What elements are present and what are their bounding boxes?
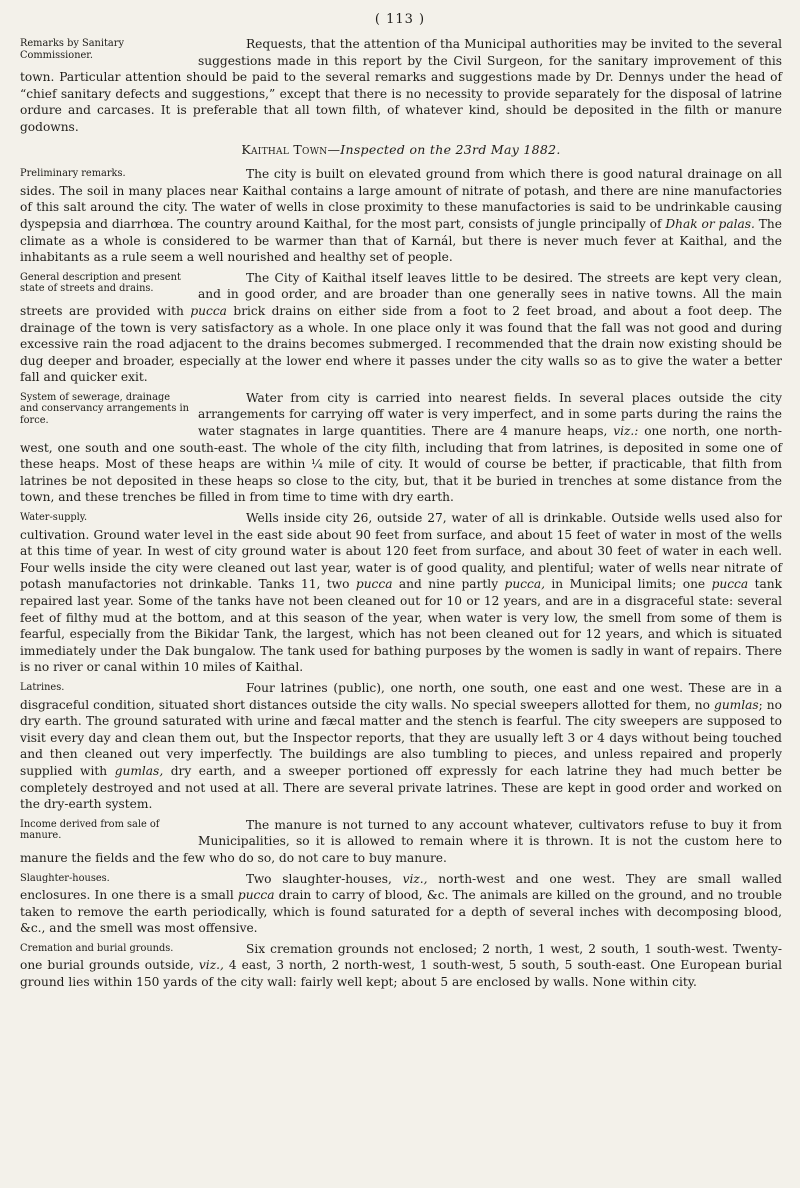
paragraph-italic: pucca [190,303,227,318]
paragraph-text: tank repaired last year. Some of the tanks have not been cleaned out for 10 or 12 years, and are in a disgraceful state: several feet of filthy mud at the bottom, and at this season of the year, when water is very low, the smell from some of them is fearful, especially from the Bikidar Tank, the largest, which has not been cleaned out for 12 years, and which is situated immediately under the Dak bungalow. The tank used for bathing purposes by the women is sadly in want of repairs. There is no river or canal within 10 miles of Kaithal. [20,577,782,675]
paragraph-italic: Dhak or palas. [665,216,755,231]
paragraph-slaughter-houses [20,871,782,937]
paragraph-text: The climate as a whole is considered to be warmer than that of Karnál, but there is never much fever at Kaithal, and the inhabitants as a rule seem a well nourished and healthy set of people. [20,216,782,265]
margin-note-commissioner: Remarks by Sanitary Commissioner. [20,38,124,61]
paragraph-text: Requests, that the attention of tha Municipal authorities may be invited to the several suggestions made in this report by the Civil Surgeon, for the sanitary improvement of this town. Particular attention should be paid to the several remarks and suggestions made by Dr. Dennys under the head of “chief sanitary defects and suggestions,” except that there is no necessity to provide separately for the disposal of latrine ordure and carcases. It is preferable that all town filth, of whatever kind, should be deposited in the filth or manure godowns. [20,37,782,134]
paragraph-italic: pucca, [504,577,545,592]
section-heading [20,142,782,159]
paragraph-italic: pucca [237,888,275,903]
paragraph-text: 4 east, 3 north, 2 north-west, 1 south-west, 5 south, 5 south-east. One European burial ground lies within 150 yards of the city wall: fairly well kept; about 5 are enclosed by walls. None within city. [20,958,782,990]
paragraph-commissioner-remarks [20,36,782,136]
page-number: ( 113 ) [374,12,426,27]
margin-note-slaughter: Slaughter-houses. [20,872,110,884]
heading-subtitle: Inspected on the 23rd May 1882. [340,141,561,157]
paragraph-manure-income [20,817,782,867]
paragraph-latrines [20,680,782,813]
paragraph-text: one north, one north-west, one south and one south-east. The whole of the city filth, including that from latrines, is deposited in some one of these heaps. Most of these heaps are within ¼ mile of city. It would of course be better, if practicable, that filth from latrines be not deposited in these heaps so close to the city, but, that it be buried in trenches at some distance from the town, and these trenches be filled in from time to time with dry earth. [20,424,782,505]
paragraph-text: Water from city is carried into nearest fields. In several places outside the city arrangements for carrying off water is very imperfect, and in some parts during the rains the water stagnates in large quantities. There are 4 manure heaps, [198,390,782,439]
paragraph-text: Two slaughter-houses, [246,871,403,886]
paragraph-water-supply [20,510,782,676]
document-body [20,36,782,995]
heading-title: Kaithal Town— [241,141,341,157]
paragraph-text: The City of Kaithal itself leaves little to be desired. The streets are kept very clean, and in good order, and are broader than one generally sees in native towns. All the main streets are provided with [20,270,782,318]
paragraph-italic: gumlas [714,697,759,712]
paragraph-preliminary-remarks [20,166,782,266]
paragraph-italic: pucca [711,577,749,592]
margin-note-manure: Income derived from sale of manure. [20,818,160,842]
paragraph-text: dry earth, and a sweeper portioned off expressly for each latrine they had much better be completely destroyed and not used at all. There are several private latrines. These are kept in good order and worked on the dry-earth system. [20,763,782,812]
paragraph-cremation-burial [20,941,782,991]
paragraph-text: brick drains on either side from a foot to 2 feet broad, and about a foot deep. The drainage of the town is very satisfactory as a whole. In one place only it was found that the fall was not good and during excessive rain the road adjacent to the drains becomes submerged. I recommended that the drain now existing should be dug deeper and broader, especially at the lower end where it passes under the city walls so as to give the water a better fall and quicker exit. [20,303,782,385]
paragraph-text: The manure is not turned to any account whatever, cultivators refuse to buy it from Municipalities, so it is allowed to remain where it is thrown. It is not the custom here to manure the fields and the few who do so, do not care to buy manure. [20,817,782,865]
paragraph-italic: pucca [355,577,393,592]
margin-note-preliminary: Preliminary remarks. [20,168,126,180]
paragraph-text: in Municipal limits; one [544,577,712,592]
paragraph-text: north-west and one west. They are small walled enclosures. In one there is a small [20,871,782,903]
paragraph-italic: viz.: [613,424,639,439]
paragraph-text: ; no dry earth. The ground saturated with urine and fæcal matter and the stench is fearful. The city sweepers are supposed to visit every day and clean them out, but the Inspector reports, that they are usually left 3 or 4 days without being touched and then cleaned out very imperfectly. The buildings are also tumbling to pieces, and unless repaired and properly supplied with [20,697,782,778]
margin-note-sewerage: System of sewerage, drainage and conservancy arrangements in force. [20,391,189,427]
paragraph-text: and nine partly [392,577,505,592]
paragraph-italic: viz., [402,871,428,886]
paragraph-text: Four latrines (public), one north, one south, one east and one west. These are in a disgraceful condition, situated short distances outside the city walls. No special sweepers allotted for them, no [20,680,782,712]
paragraph-italic: gumlas, [114,763,164,778]
margin-note-streets: General description and present state of streets and drains. [20,271,181,295]
paragraph-text: drain to carry of blood, &c. The animals are killed on the ground, and no trouble taken to remove the earth periodically, which is found saturated for a depth of several inches with decomposing blood, &c., and the smell was most offensive. [20,888,782,936]
paragraph-italic: viz., [198,958,224,973]
margin-note-water: Water-supply. [20,512,88,524]
paragraph-text: Six cremation grounds not enclosed; 2 north, 1 west, 2 south, 1 south-west. Twenty-one burial grounds outside, [20,941,782,973]
paragraph-streets-drains [20,270,782,386]
margin-note-latrines: Latrines. [20,681,65,693]
paragraph-sewerage [20,390,782,506]
paragraph-text: The city is built on elevated ground from which there is good natural drainage on all sides. The soil in many places near Kaithal contains a large amount of nitrate of potash, and there are nine manufactories of this salt around the city. The water of wells in close proximity to these manufactories is said to be undrinkable causing dyspepsia and diarrhœa. The country around Kaithal, for the most part, consists of jungle principally of [20,167,782,231]
margin-note-cremation: Cremation and burial grounds. [20,942,174,954]
paragraph-text: Wells inside city 26, outside 27, water of all is drinkable. Outside wells used also for cultivation. Ground water level in the east side about 90 feet from surface, and about 15 feet of water in most of the wells at this time of year. In west of city ground water is about 120 feet from surface, and about 30 feet of water in each well. Four wells inside the city were cleaned out last year, water is of good quality, and plentiful; water of wells near nitrate of potash manufactories not drinkable. Tanks 11, two [20,511,782,592]
